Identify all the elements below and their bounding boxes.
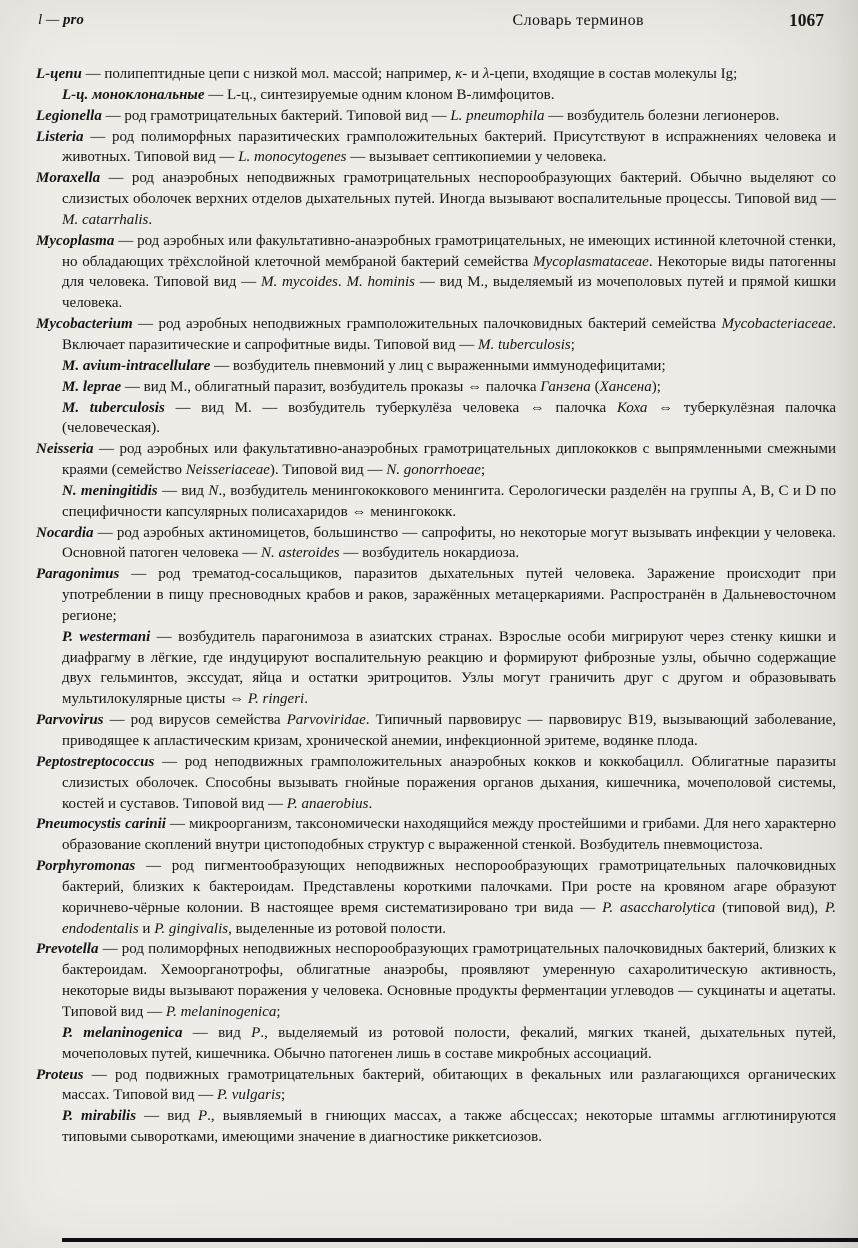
latin-name: N. gonorrhoeae xyxy=(386,462,481,479)
entry xyxy=(36,231,836,314)
definition-text: — полипептидные цепи с низкой мол. массой; например, xyxy=(81,66,456,82)
latin-name: P. anaerobius xyxy=(286,795,369,812)
running-head-range xyxy=(38,12,84,29)
definition-text: ; xyxy=(280,1087,286,1104)
sub-entry xyxy=(36,627,836,710)
entry xyxy=(36,1065,836,1107)
definition-text: — род полиморфных неподвижных неспорообразующих грамотрицательных палочковидных бактерий, близких к бактероидам. Хемоорганотрофы, облигатные анаэробы, проявляют умеренную сахаролитическую активность, некоторые виды вызывают поражения у человека. Основные продукты ферментации углеводов — сукцинаты и ацетаты. Типовой вид — xyxy=(62,941,836,1020)
definition-text: — возбудитель пневмоний у лиц с выраженными иммунодефицитами; xyxy=(210,357,666,374)
definition-text: ; xyxy=(480,462,486,479)
definition-text: — род аэробных или факультативно-анаэробных грамотрицательных диплококков с выпрямленными смежными краями (семейство xyxy=(62,441,836,479)
entry xyxy=(36,106,836,127)
page-number: 1067 xyxy=(789,10,824,30)
headword: Prevotella xyxy=(36,941,99,958)
headword: M. leprae xyxy=(62,378,122,395)
definition-text: — L-ц., синтезируемые одним клоном В-лимфоцитов. xyxy=(204,86,555,103)
sub-entry xyxy=(36,377,836,398)
definition-text: ); xyxy=(651,378,661,395)
definition-text: ., выделяемый из ротовой полости, фекалий, мягких тканей, дыхательных путей, мочеполовых путей, кишечника. Обычно патогенен лишь в составе микробных ассоциаций. xyxy=(62,1024,837,1062)
headword: Neisseria xyxy=(36,441,94,458)
headword: Pneumocystis carinii xyxy=(36,816,166,833)
headword: M. tuberculosis xyxy=(62,399,165,416)
definition-text: — род подвижных грамотрицательных бактерий, обитающих в фекальных или разлагающихся органических массах. Типовой вид — xyxy=(62,1066,836,1104)
headword: P. mirabilis xyxy=(62,1108,137,1125)
definition-text: — вид М., выделяемый из мочеполовых путей и прямой кишки человека. xyxy=(62,274,837,312)
headword: Moraxella xyxy=(36,170,101,187)
definition-text: — род вирусов семейства xyxy=(103,712,287,729)
latin-name: P. asaccharolytica xyxy=(602,899,716,916)
definition-text: и xyxy=(138,920,155,937)
headword: M. avium-intracellulare xyxy=(62,357,211,374)
latin-name: κ xyxy=(455,66,463,82)
latin-name: M. catarrhalis xyxy=(62,211,149,228)
headword: Porphyromonas xyxy=(36,858,136,875)
latin-name: P xyxy=(251,1024,261,1041)
definition-text: . xyxy=(337,274,347,291)
latin-name: Mycoplasmataceae xyxy=(533,253,649,270)
latin-name: P. ringeri xyxy=(247,691,305,708)
entry xyxy=(36,168,836,231)
latin-name: Коха xyxy=(616,399,648,416)
definition-text: ; xyxy=(276,1003,281,1020)
definition-text: — род аэробных неподвижных грамположительных палочковидных бактерий семейства xyxy=(132,316,722,333)
running-head-range-start: l — xyxy=(38,12,64,28)
definition-text: . Включает паразитические и сапрофитные виды. Типовой вид — xyxy=(62,316,836,353)
entries xyxy=(36,64,836,1148)
sub-entry xyxy=(36,356,836,377)
entry xyxy=(36,814,836,856)
definition-text: ( xyxy=(590,378,600,395)
definition-text: , выделенные из ротовой полости. xyxy=(228,920,447,937)
latin-name: P. vulgaris xyxy=(217,1087,281,1104)
headword: Mycoplasma xyxy=(36,232,115,249)
definition-text: ⇔ туберкулёзная палочка (человеческая). xyxy=(62,399,836,437)
definition-text: — вид xyxy=(136,1108,198,1125)
headword: L-ц. моноклональные xyxy=(62,86,205,103)
headword: Mycobacterium xyxy=(36,316,133,333)
definition-text: — род аэробных актиномицетов, большинство — сапрофиты, но некоторые могут вызывать инфекции у человека. Основной патоген человека — xyxy=(62,524,836,562)
latin-name: P. melaninogenica xyxy=(165,1003,277,1020)
latin-name: N xyxy=(208,482,219,499)
definition-text: — вид xyxy=(157,482,209,499)
latin-name: P. gingivalis xyxy=(154,920,229,937)
definition-text: — микроорганизм, таксономически находящийся между простейшими и грибами. Для него характерно образование скоплений внутри цистоподобных структур с выраженной стенкой. Возбудитель пневмоцистоза. xyxy=(62,816,836,854)
definition-text: — род грамотрицательных бактерий. Типовой вид — xyxy=(101,107,451,124)
entry xyxy=(36,314,836,356)
definition-text: ). Типовой вид — xyxy=(269,462,387,479)
latin-name: M. hominis xyxy=(346,274,416,291)
entry xyxy=(36,752,836,815)
definition-text: . Типичный парвовирус — парвовирус B19, вызывающий заболевание, приводящее к апластическим кризам, хронической анемии, инфекционной эритеме, водянке плода. xyxy=(62,712,836,749)
scan-edge-line xyxy=(62,1238,858,1242)
latin-name: P. endodentalis xyxy=(62,899,837,937)
definition-text: ., возбудитель менингококкового менингита. Серологически разделён на группы A, B, C и D по специфичности капсулярных полисахаридов ⇔ менингококк. xyxy=(62,482,836,520)
entry xyxy=(36,710,836,752)
definition-text: — род неподвижных грамположительных анаэробных кокков и коккобацилл. Облигатные паразиты слизистых оболочек. Способны вызывать гнойные поражения органов дыхания, кишечника, мочеполовой системы, костей и суставов. Типовой вид — xyxy=(62,753,836,812)
headword: Peptostreptococcus xyxy=(36,753,155,770)
definition-text: — возбудитель нокардиоза. xyxy=(339,545,520,562)
headword: N. meningitidis xyxy=(62,482,158,499)
latin-name: L. monocytogenes xyxy=(238,149,347,166)
latin-name: M. mycoides xyxy=(261,274,338,291)
definition-text: — род аэробных или факультативно-анаэробных грамотрицательных, не имеющих истинной клеточной стенки, но обладающих трёхслойной клеточной мембраной бактерий семейства xyxy=(62,232,836,270)
latin-name: Хансена xyxy=(599,378,652,395)
headword: Parvovirus xyxy=(36,712,104,729)
entry xyxy=(36,856,836,939)
headword: P. melaninogenica xyxy=(62,1024,183,1041)
sub-entry xyxy=(36,481,836,523)
latin-name: Mycobacteriaceae xyxy=(721,316,833,333)
sub-entry xyxy=(36,398,836,440)
entry xyxy=(36,523,836,565)
latin-name: P xyxy=(198,1108,208,1125)
latin-name: M. tuberculosis xyxy=(478,336,571,353)
definition-text: . xyxy=(304,691,308,708)
headword: P. westermani xyxy=(62,628,151,645)
headword: Legionella xyxy=(36,107,102,124)
entry xyxy=(36,127,836,169)
definition-text: (типовой вид), xyxy=(715,899,826,916)
latin-name: Neisseriaceae xyxy=(185,462,270,479)
definition-text: . xyxy=(368,795,373,812)
definition-text: — род полиморфных паразитических грамположительных бактерий. Присутствуют в испражнениях человека и животных. Типовой вид — xyxy=(62,128,836,166)
definition-text: - и xyxy=(462,66,483,82)
sub-entry xyxy=(36,1023,836,1065)
definition-text: . xyxy=(148,211,153,228)
definition-text: — род анаэробных неподвижных грамотрицательных неспорообразующих бактерий. Обычно выделяют со слизистых оболочек верхних отделов дыхательных путей. Иногда вызывают воспалительные процессы. Типовой вид — xyxy=(62,170,836,208)
definition-text: — возбудитель болезни легионеров. xyxy=(544,107,780,124)
headword: Listeria xyxy=(36,128,84,145)
definition-text: -цепи, входящие в состав молекулы Ig; xyxy=(489,66,738,82)
entry xyxy=(36,564,836,627)
definition-text: — род трематод-сосальщиков, паразитов дыхательных путей человека. Заражение происходит при употреблении в пищу пресноводных крабов и раков, заражённых метацеркариями. Распространён в Дальневосточном регионе; xyxy=(62,566,836,624)
definition-text: ., выявляемый в гниющих массах, а также абсцессах; некоторые штаммы агглютинируются типовыми сыворотками, имеющими значение в диагностике риккетсиозов. xyxy=(62,1108,836,1146)
entry xyxy=(36,64,836,85)
running-head-title: Словарь терминов xyxy=(512,12,644,29)
definition-text: . Некоторые виды патогенны для человека. Типовой вид — xyxy=(62,253,836,291)
definition-text: — возбудитель парагонимоза в азиатских странах. Взрослые особи мигрируют через стенку кишки и диафрагму в лёгкие, где индуцируют воспалительную реакцию и формируют фиброзные узлы, обычно содержащие двух гельминтов, экссудат, яйца и остатки эритроцитов. Узлы могут граничить друг с другом и образовывать мультилокулярные цисты ⇔ xyxy=(62,628,836,708)
sub-entry xyxy=(36,1106,836,1148)
definition-text: ; xyxy=(570,336,575,353)
latin-name: Ганзена xyxy=(540,378,591,395)
headword: Paragonimus xyxy=(36,566,120,583)
latin-name: λ xyxy=(482,66,490,82)
sub-entry xyxy=(36,85,836,106)
definition-text: — вид xyxy=(182,1024,252,1041)
entry xyxy=(36,939,836,1022)
running-head-range-end: pro xyxy=(63,12,84,28)
latin-name: L. pneumophila xyxy=(450,107,545,124)
headword: Proteus xyxy=(36,1066,84,1083)
definition-text: — род пигментообразующих неподвижных неспорообразующих грамотрицательных палочковидных бактерий, близких к бактероидам. Представлены короткими палочками. При росте на кровяном агаре образуют коричнево-чёрные колонии. В настоящее время систематизировано три вида — xyxy=(62,858,836,916)
definition-text: — вид М., облигатный паразит, возбудитель проказы ⇔ палочка xyxy=(121,378,541,395)
latin-name: Parvoviridae xyxy=(286,712,366,729)
definition-text: — вызывает септикопиемии у человека. xyxy=(346,149,607,166)
running-head xyxy=(0,0,858,48)
headword: L-цепи xyxy=(36,66,82,82)
definition-text: — вид М. — возбудитель туберкулёза человека ⇔ палочка xyxy=(164,399,617,416)
headword: Nocardia xyxy=(36,524,94,541)
entry xyxy=(36,439,836,481)
latin-name: N. asteroides xyxy=(261,545,340,562)
